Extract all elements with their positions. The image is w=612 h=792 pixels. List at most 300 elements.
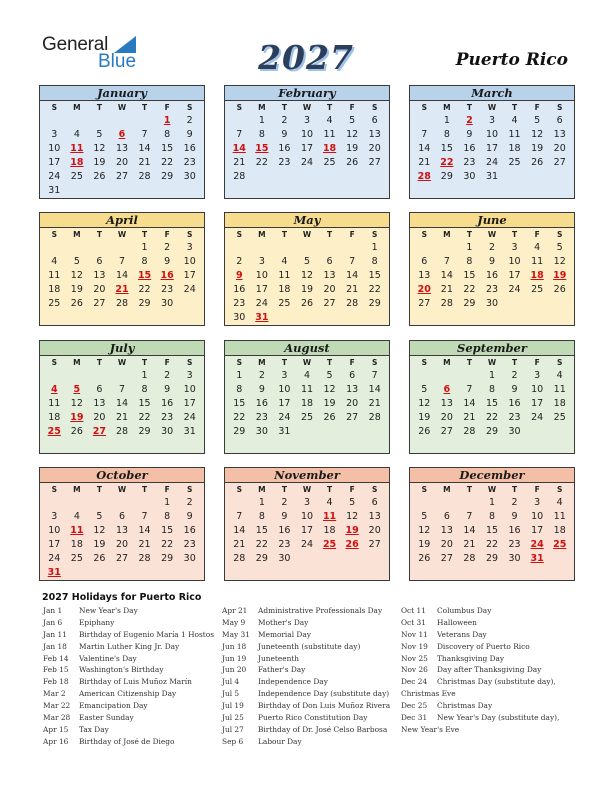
- day-cell: 10: [531, 384, 544, 395]
- day-cell: 8: [488, 384, 496, 395]
- day-cell: 9: [511, 384, 518, 395]
- holiday-name: Martin Luther King Jr. Day: [79, 641, 180, 651]
- empty-day-cell: [88, 241, 111, 255]
- holiday-day-cell: 11: [70, 143, 84, 154]
- day-cell: 6: [349, 370, 356, 381]
- day-cell: 8: [258, 129, 265, 140]
- weekday-header: T: [512, 230, 518, 239]
- day-cell: 7: [466, 384, 473, 395]
- holiday-name: Epiphany: [79, 617, 115, 627]
- weekday-header: S: [236, 103, 242, 112]
- empty-day-cell: [251, 241, 274, 255]
- day-cell: 10: [508, 256, 521, 267]
- day-cell: 30: [183, 553, 196, 564]
- holiday-name: Washington's Birthday: [79, 665, 164, 675]
- month-october: [39, 467, 205, 581]
- holiday-row: [43, 712, 214, 724]
- day-cell: 6: [421, 256, 428, 267]
- day-cell: 14: [346, 270, 359, 281]
- day-cell: 3: [258, 256, 265, 267]
- day-cell: 14: [368, 384, 381, 395]
- holiday-date: Jun 18: [222, 641, 247, 651]
- day-cell: 29: [138, 426, 151, 437]
- holiday-row: [43, 724, 214, 736]
- day-cell: 21: [115, 412, 129, 423]
- day-cell: 23: [508, 539, 521, 550]
- day-cell: 13: [368, 129, 381, 140]
- empty-day-cell: [66, 114, 89, 128]
- empty-day-cell: [111, 114, 134, 128]
- holiday-row: [222, 700, 390, 712]
- day-cell: 10: [485, 129, 499, 140]
- day-cell: 29: [161, 553, 174, 564]
- holiday-row: [222, 605, 390, 617]
- day-cell: 14: [115, 398, 129, 409]
- holiday-day-cell: 25: [553, 539, 567, 550]
- day-cell: 17: [531, 525, 544, 536]
- holiday-date: Jul 4: [222, 677, 240, 687]
- holiday-row: [222, 736, 390, 748]
- day-cell: 15: [485, 398, 499, 409]
- holiday-row: [222, 712, 390, 724]
- day-cell: 21: [368, 398, 381, 409]
- weekday-header: T: [466, 358, 472, 367]
- day-cell: 15: [463, 270, 476, 281]
- day-cell: 6: [96, 256, 103, 267]
- holiday-row: [401, 617, 559, 629]
- holiday-name: Easter Sunday: [79, 713, 134, 723]
- weekday-header: W: [487, 485, 497, 494]
- holiday-date: Dec 24: [401, 677, 428, 687]
- day-cell: 21: [440, 284, 453, 295]
- day-cell: 7: [141, 129, 148, 140]
- empty-day-cell: [296, 241, 319, 255]
- empty-day-cell: [88, 369, 111, 383]
- day-cell: 23: [255, 412, 268, 423]
- month-june: [409, 212, 575, 326]
- day-cell: 28: [463, 553, 476, 564]
- day-cell: 16: [508, 525, 521, 536]
- weekday-header: T: [96, 230, 102, 239]
- day-cell: 3: [488, 115, 496, 126]
- holiday-name: Administrative Professionals Day: [258, 606, 383, 615]
- day-cell: 24: [48, 171, 61, 182]
- weekday-header: T: [142, 103, 148, 112]
- holiday-date: Feb 14: [43, 653, 69, 663]
- holiday-name: Puerto Rico Constitution Day: [258, 713, 368, 723]
- day-cell: 31: [278, 426, 291, 437]
- holiday-day-cell: 27: [92, 426, 107, 437]
- day-cell: 4: [73, 129, 80, 140]
- day-cell: 1: [258, 497, 265, 508]
- day-cell: 16: [278, 143, 291, 154]
- day-cell: 23: [233, 298, 246, 309]
- day-cell: 24: [485, 157, 499, 168]
- day-cell: 27: [418, 298, 431, 309]
- empty-day-cell: [111, 241, 134, 255]
- month-day-grid: [40, 483, 204, 580]
- month-april: [39, 212, 205, 326]
- day-cell: 11: [48, 398, 61, 409]
- day-cell: 9: [281, 129, 288, 140]
- day-cell: 2: [236, 256, 243, 267]
- holiday-date: Jul 27: [222, 724, 244, 734]
- weekday-header: F: [164, 103, 170, 112]
- day-cell: 24: [183, 412, 196, 423]
- weekday-header: W: [117, 485, 127, 494]
- day-cell: 12: [346, 129, 359, 140]
- month-january: [39, 85, 205, 199]
- day-cell: 30: [161, 426, 174, 437]
- day-cell: 8: [141, 256, 148, 267]
- day-cell: 18: [508, 143, 521, 154]
- day-cell: 7: [421, 129, 428, 140]
- day-cell: 20: [93, 412, 106, 423]
- day-cell: 18: [48, 412, 61, 423]
- holiday-name: Memorial Day: [258, 629, 311, 639]
- day-cell: 22: [255, 539, 268, 550]
- month-name: May: [225, 213, 389, 228]
- holiday-name: Birthday of Eugenio María 1 Hostos: [79, 629, 215, 639]
- holiday-row: [222, 724, 390, 736]
- day-cell: 27: [553, 157, 566, 168]
- day-cell: 5: [349, 497, 356, 508]
- day-cell: 25: [553, 412, 566, 423]
- day-cell: 24: [255, 298, 268, 309]
- month-name: January: [40, 86, 204, 101]
- holiday-day-cell: 24: [530, 539, 544, 550]
- holiday-date: Jul 5: [222, 689, 240, 699]
- holiday-name: New Year's Day (substitute day),: [437, 713, 560, 723]
- day-cell: 25: [70, 553, 83, 564]
- month-day-grid: [40, 228, 204, 311]
- holiday-row: [43, 688, 214, 700]
- holiday-day-cell: 22: [440, 157, 454, 168]
- empty-day-cell: [111, 369, 134, 383]
- holiday-row: [401, 700, 559, 712]
- logo-text-general: General: [42, 34, 109, 55]
- weekday-header: M: [258, 230, 266, 239]
- holiday-row: [43, 736, 214, 748]
- day-cell: 3: [511, 242, 518, 253]
- weekday-header: T: [327, 485, 333, 494]
- day-cell: 10: [278, 384, 291, 395]
- holiday-name: Thanksgiving Day: [437, 653, 505, 663]
- day-cell: 2: [488, 242, 496, 253]
- holiday-date: Dec 31: [401, 713, 428, 723]
- weekday-header: F: [164, 230, 170, 239]
- holiday-date: Jan 18: [43, 641, 67, 651]
- day-cell: 30: [508, 426, 521, 437]
- holiday-date: Jan 11: [43, 629, 67, 639]
- holiday-row: [401, 653, 559, 665]
- weekday-header: S: [557, 230, 563, 239]
- day-cell: 20: [323, 284, 336, 295]
- day-cell: 16: [485, 270, 499, 281]
- holiday-name: Juneteenth (substitute day): [258, 641, 361, 651]
- holiday-name: Birthday of Dr. José Celso Barbosa: [258, 724, 388, 734]
- day-cell: 2: [164, 242, 171, 253]
- holiday-date: Apr 21: [222, 606, 248, 615]
- day-cell: 25: [70, 171, 83, 182]
- day-cell: 17: [278, 398, 291, 409]
- day-cell: 27: [323, 298, 336, 309]
- day-cell: 6: [556, 115, 563, 126]
- weekday-header: T: [512, 358, 518, 367]
- holiday-day-cell: 25: [47, 426, 61, 437]
- day-cell: 8: [164, 511, 171, 522]
- day-cell: 12: [323, 384, 336, 395]
- holiday-day-cell: 15: [255, 143, 269, 154]
- day-cell: 21: [346, 284, 359, 295]
- day-cell: 4: [556, 370, 563, 381]
- holiday-day-cell: 18: [530, 270, 544, 281]
- day-cell: 19: [418, 412, 431, 423]
- day-cell: 20: [553, 143, 566, 154]
- day-cell: 28: [233, 171, 246, 182]
- holiday-date: Dec 25: [401, 701, 428, 711]
- day-cell: 7: [118, 256, 126, 267]
- weekday-header: W: [302, 103, 312, 112]
- holiday-day-cell: 15: [137, 270, 152, 281]
- day-cell: 26: [70, 426, 83, 437]
- holiday-row: [401, 724, 559, 736]
- day-cell: 8: [466, 256, 473, 267]
- day-cell: 12: [531, 129, 544, 140]
- day-cell: 7: [371, 370, 378, 381]
- holiday-row: [401, 688, 559, 700]
- holiday-day-cell: 31: [47, 567, 61, 578]
- empty-day-cell: [458, 369, 481, 383]
- weekday-header: S: [557, 485, 563, 494]
- holiday-row: [222, 688, 390, 700]
- day-cell: 12: [300, 270, 314, 281]
- day-cell: 19: [93, 157, 106, 168]
- month-day-grid: [225, 356, 389, 439]
- day-cell: 18: [323, 525, 336, 536]
- empty-day-cell: [413, 241, 436, 255]
- weekday-header: T: [281, 485, 287, 494]
- logo-text-blue: Blue: [98, 51, 137, 72]
- day-cell: 20: [115, 539, 129, 550]
- month-name: April: [40, 213, 204, 228]
- day-cell: 5: [326, 370, 333, 381]
- day-cell: 4: [534, 242, 541, 253]
- day-cell: 20: [440, 539, 453, 550]
- holiday-row: [222, 629, 390, 641]
- day-cell: 8: [488, 511, 496, 522]
- day-cell: 26: [418, 553, 431, 564]
- day-cell: 20: [440, 412, 453, 423]
- day-cell: 21: [233, 157, 246, 168]
- holiday-name: Independence Day: [258, 677, 328, 687]
- month-day-grid: [40, 356, 204, 439]
- holiday-name: Discovery of Puerto Rico: [437, 641, 530, 651]
- weekday-header: S: [421, 103, 427, 112]
- holiday-day-cell: 31: [255, 312, 269, 323]
- day-cell: 20: [368, 143, 381, 154]
- day-cell: 1: [141, 370, 148, 381]
- weekday-header: M: [258, 485, 266, 494]
- weekday-header: F: [534, 358, 540, 367]
- day-cell: 8: [258, 511, 265, 522]
- day-cell: 5: [73, 256, 80, 267]
- holiday-name: Columbus Day: [437, 606, 492, 615]
- day-cell: 10: [300, 511, 314, 522]
- day-cell: 24: [183, 284, 196, 295]
- day-cell: 25: [300, 412, 314, 423]
- weekday-header: T: [466, 230, 472, 239]
- day-cell: 3: [281, 370, 288, 381]
- holiday-row: [43, 676, 214, 688]
- weekday-header: S: [372, 358, 378, 367]
- weekday-header: F: [534, 103, 540, 112]
- empty-day-cell: [43, 114, 66, 128]
- day-cell: 14: [115, 270, 129, 281]
- holiday-date: Nov 19: [401, 641, 428, 651]
- holiday-row: [222, 653, 390, 665]
- holiday-day-cell: 21: [115, 284, 129, 295]
- day-cell: 17: [300, 143, 314, 154]
- month-august: [224, 340, 390, 454]
- day-cell: 21: [418, 157, 431, 168]
- month-september: [409, 340, 575, 454]
- empty-day-cell: [458, 496, 481, 510]
- day-cell: 7: [236, 511, 243, 522]
- empty-day-cell: [228, 241, 251, 255]
- day-cell: 15: [233, 398, 246, 409]
- day-cell: 13: [93, 270, 106, 281]
- holiday-date: Jul 25: [222, 713, 244, 723]
- holiday-column: [401, 605, 559, 736]
- empty-day-cell: [66, 241, 89, 255]
- day-cell: 14: [418, 143, 431, 154]
- day-cell: 15: [440, 143, 453, 154]
- day-cell: 19: [300, 284, 314, 295]
- month-march: [409, 85, 575, 199]
- holiday-day-cell: 16: [160, 270, 174, 281]
- holiday-name: Veterans Day: [437, 629, 487, 639]
- day-cell: 5: [349, 115, 356, 126]
- weekday-header: S: [187, 103, 193, 112]
- month-name: December: [410, 468, 574, 483]
- day-cell: 11: [553, 511, 566, 522]
- day-cell: 14: [440, 270, 453, 281]
- day-cell: 4: [73, 511, 80, 522]
- day-cell: 20: [368, 525, 381, 536]
- day-cell: 13: [368, 511, 381, 522]
- day-cell: 17: [48, 157, 61, 168]
- day-cell: 26: [553, 284, 566, 295]
- country-title: Puerto Rico: [455, 50, 568, 70]
- weekday-header: S: [51, 358, 57, 367]
- day-cell: 15: [161, 143, 174, 154]
- day-cell: 13: [346, 384, 359, 395]
- day-cell: 3: [534, 497, 541, 508]
- holiday-name: Independence Day (substitute day): [258, 689, 390, 699]
- day-cell: 8: [141, 384, 148, 395]
- holiday-day-cell: 18: [322, 143, 337, 154]
- day-cell: 23: [183, 539, 196, 550]
- day-cell: 12: [418, 525, 431, 536]
- holiday-day-cell: 14: [232, 143, 246, 154]
- weekday-header: M: [73, 103, 81, 112]
- holiday-row: [401, 605, 559, 617]
- weekday-header: M: [443, 485, 451, 494]
- day-cell: 1: [371, 242, 378, 253]
- weekday-header: M: [443, 358, 451, 367]
- day-cell: 24: [508, 284, 521, 295]
- day-cell: 11: [531, 256, 544, 267]
- holiday-name: Halloween: [437, 617, 477, 627]
- day-cell: 19: [346, 143, 359, 154]
- weekday-header: S: [187, 358, 193, 367]
- day-cell: 2: [281, 497, 288, 508]
- holiday-day-cell: 19: [553, 270, 567, 281]
- day-cell: 22: [161, 157, 174, 168]
- day-cell: 22: [485, 539, 499, 550]
- holiday-day-cell: 6: [443, 384, 451, 395]
- weekday-header: F: [534, 230, 540, 239]
- day-cell: 27: [346, 412, 359, 423]
- day-cell: 29: [463, 298, 476, 309]
- holiday-row: [43, 641, 214, 653]
- empty-day-cell: [43, 369, 66, 383]
- day-cell: 9: [164, 256, 171, 267]
- holiday-date: May 9: [222, 617, 246, 627]
- day-cell: 30: [278, 553, 291, 564]
- day-cell: 4: [303, 370, 311, 381]
- weekday-header: T: [281, 103, 287, 112]
- holiday-row: [401, 641, 559, 653]
- day-cell: 27: [115, 553, 129, 564]
- day-cell: 3: [51, 129, 58, 140]
- holiday-day-cell: 2: [466, 115, 473, 126]
- day-cell: 1: [258, 115, 265, 126]
- day-cell: 1: [236, 370, 243, 381]
- month-name: June: [410, 213, 574, 228]
- day-cell: 2: [258, 370, 265, 381]
- day-cell: 7: [236, 129, 243, 140]
- day-cell: 22: [161, 539, 174, 550]
- holiday-row: [222, 664, 390, 676]
- weekday-header: F: [349, 103, 355, 112]
- day-cell: 1: [443, 115, 450, 126]
- day-cell: 17: [485, 143, 499, 154]
- day-cell: 24: [278, 412, 291, 423]
- day-cell: 5: [96, 511, 103, 522]
- holiday-row: [43, 664, 214, 676]
- weekday-header: W: [117, 358, 127, 367]
- holiday-date: Jul 19: [222, 701, 244, 711]
- day-cell: 21: [463, 412, 476, 423]
- day-cell: 7: [466, 511, 473, 522]
- day-cell: 30: [233, 312, 246, 323]
- day-cell: 11: [300, 384, 314, 395]
- day-cell: 17: [508, 270, 521, 281]
- month-day-grid: [225, 483, 389, 566]
- weekday-header: S: [421, 485, 427, 494]
- empty-day-cell: [66, 369, 89, 383]
- day-cell: 30: [485, 298, 499, 309]
- calendar-year-title: 2027: [258, 38, 354, 77]
- day-cell: 29: [138, 298, 151, 309]
- day-cell: 17: [48, 539, 61, 550]
- weekday-header: T: [96, 485, 102, 494]
- holidays-title: 2027 Holidays for Puerto Rico: [42, 592, 202, 603]
- day-cell: 30: [255, 426, 268, 437]
- weekday-header: T: [327, 230, 333, 239]
